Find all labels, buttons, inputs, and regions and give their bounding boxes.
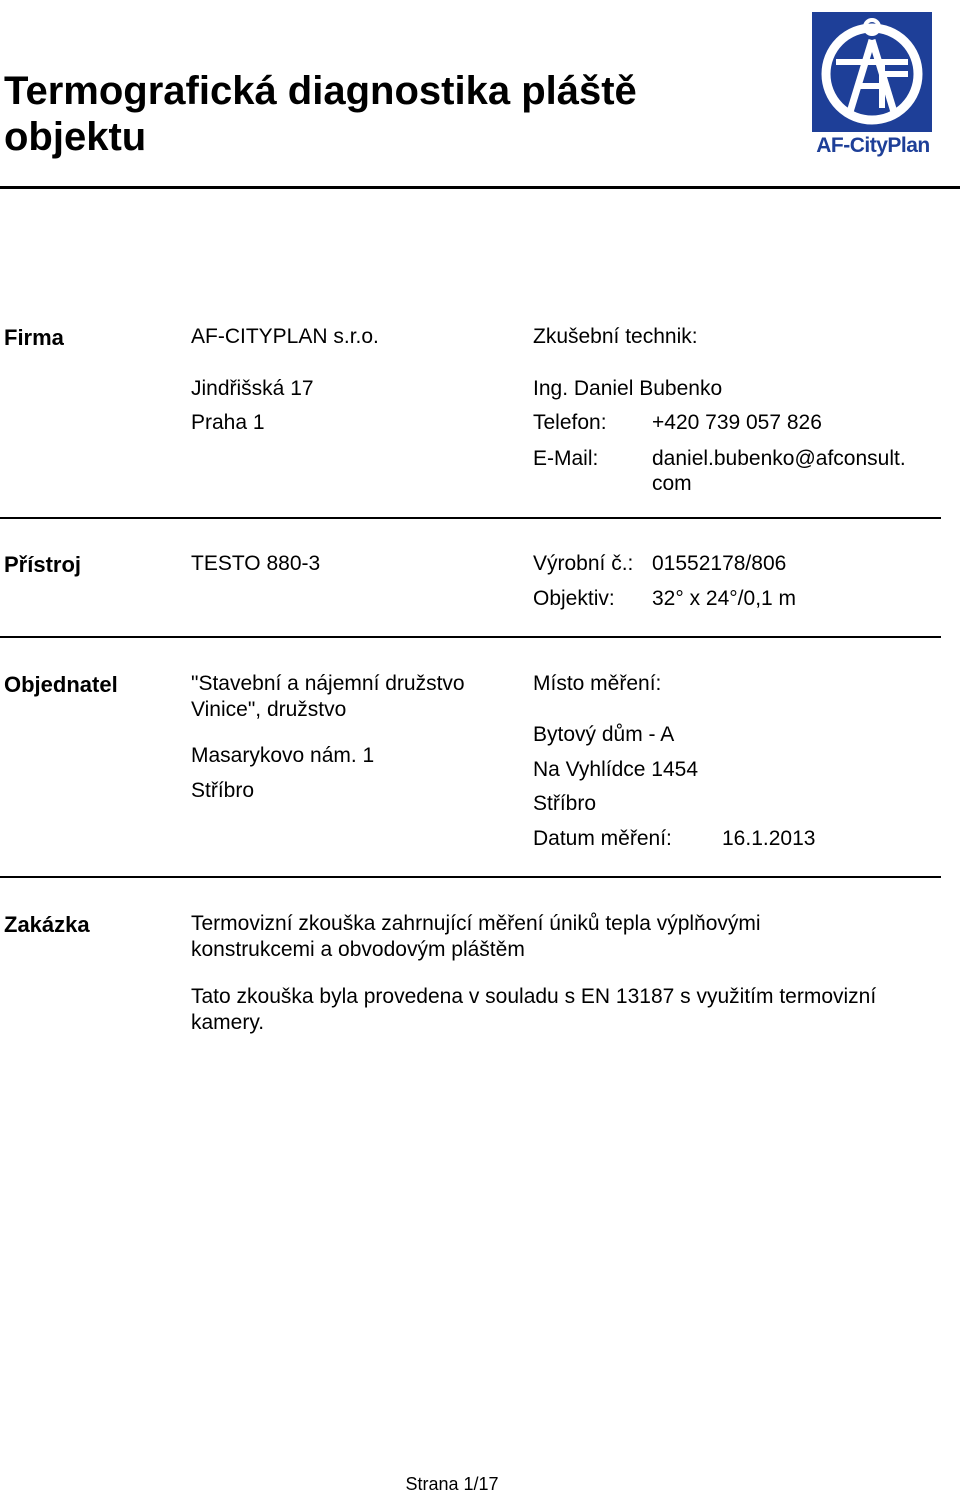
client-city: Stříbro [191,779,255,802]
order-description-cont: konstrukcemi a obvodovým pláštěm [191,938,525,961]
section-label-objednatel: Objednatel [4,672,118,697]
header-divider [0,186,960,189]
firma-city: Praha 1 [191,411,265,434]
technik-name: Ing. Daniel Bubenko [533,377,723,400]
section-divider [0,517,941,519]
page-title: Termografická diagnostika pláště objektu [4,69,637,159]
date-value: 16.1.2013 [722,827,816,850]
place-label: Místo měření: [533,672,662,695]
page-number: Strana 1/17 [405,1474,499,1494]
section-divider [0,876,941,878]
phone-value: +420 739 057 826 [652,411,822,434]
date-label: Datum měření: [533,827,672,850]
email-value[interactable]: daniel.bubenko@afconsult. [652,447,906,470]
order-description: Termovizní zkouška zahrnující měření úniků tepla výplňovými [191,912,761,935]
place-city: Stříbro [533,792,597,815]
logo-text: AF-CityPlan [816,134,930,157]
lens-value: 32° x 24°/0,1 m [652,587,797,610]
email-value-cont[interactable]: com [652,472,692,495]
place-building: Bytový dům - A [533,723,675,746]
order-standard-note: Tato zkouška byla provedena v souladu s EN 13187 s využitím termovizní [191,985,877,1008]
company-logo [812,12,934,162]
section-label-zakazka: Zakázka [4,912,90,937]
serial-label: Výrobní č.: [533,552,634,575]
device-model: TESTO 880-3 [191,552,321,575]
firma-name: AF-CITYPLAN s.r.o. [191,325,379,348]
email-label: E-Mail: [533,447,599,470]
order-standard-note-cont: kamery. [191,1011,265,1034]
firma-street: Jindřišská 17 [191,377,314,400]
lens-label: Objektiv: [533,587,615,610]
technik-label: Zkušební technik: [533,325,698,348]
client-street: Masarykovo nám. 1 [191,744,375,767]
section-divider [0,636,941,638]
client-name-cont: Vinice", družstvo [191,698,347,721]
phone-label: Telefon: [533,411,607,434]
place-street: Na Vyhlídce 1454 [533,758,698,781]
section-label-pristroj: Přístroj [4,552,82,577]
logo-mark-icon [812,12,932,132]
client-name: "Stavební a nájemní družstvo [191,672,465,695]
serial-value: 01552178/806 [652,552,787,575]
section-label-firma: Firma [4,325,64,350]
